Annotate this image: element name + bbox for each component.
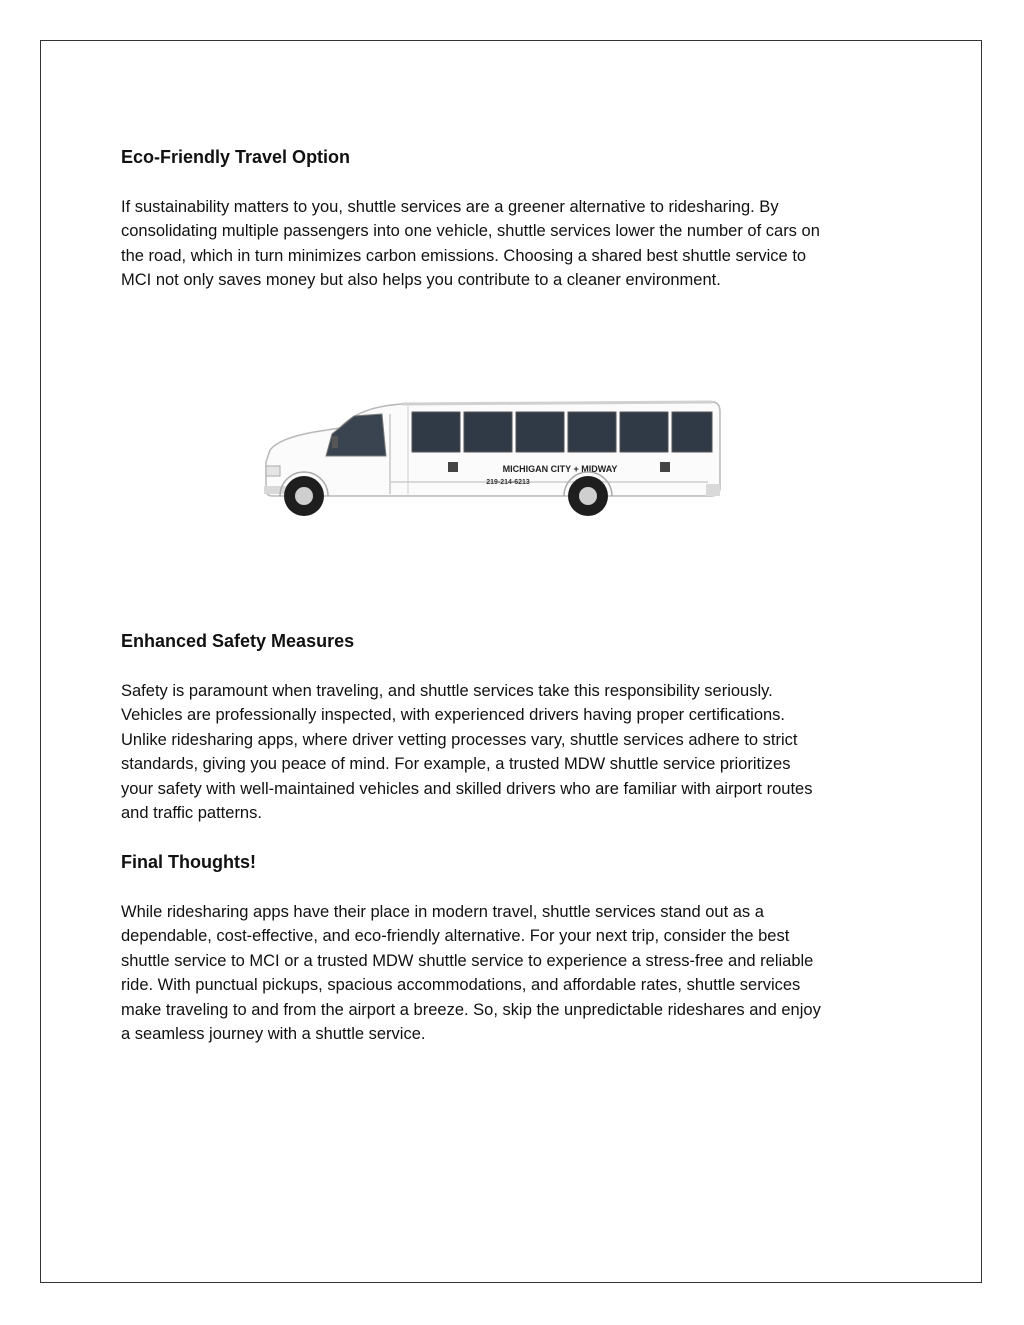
- heading-safety: Enhanced Safety Measures: [121, 631, 355, 651]
- text-line: While ridesharing apps have their place in modern travel, shuttle services stand out as a: [121, 903, 764, 921]
- heading-final-thoughts: Final Thoughts!: [121, 852, 256, 872]
- text-line: and traffic patterns.: [121, 804, 262, 823]
- bus-phone-text: 219-214-6213: [486, 479, 530, 486]
- paragraph-safety: [121, 679, 921, 825]
- text-line: standards, giving you peace of mind. For example, a trusted MDW shuttle service prioritizes: [121, 755, 791, 774]
- shuttle-bus-drawing: [262, 398, 724, 522]
- bus-livery-text: MICHIGAN CITY + MIDWAY: [502, 464, 618, 474]
- text-line: consolidating multiple passengers into one vehicle, shuttle services lower the number of cars on: [121, 222, 820, 241]
- text-line: dependable, cost-effective, and eco-friendly alternative. For your next trip, consider the best: [121, 927, 790, 946]
- text-line: a seamless journey with a shuttle service.: [121, 1025, 426, 1044]
- shuttle-bus-image: [262, 398, 724, 522]
- text-line: Unlike ridesharing apps, where driver vetting processes vary, shuttle services adhere to strict: [121, 730, 798, 749]
- text-line: the road, which in turn minimizes carbon emissions. Choosing a shared best shuttle service to: [121, 246, 807, 265]
- text-line: ride. With punctual pickups, spacious accommodations, and affordable rates, shuttle services: [121, 976, 801, 995]
- text-line: If sustainability matters to you, shuttle services are a greener alternative to ridesharing. By: [121, 198, 779, 216]
- text-line: your safety with well-maintained vehicles and skilled drivers who are familiar with airport routes: [121, 779, 813, 798]
- paragraph-final-thoughts: [121, 900, 921, 1046]
- text-line: make traveling to and from the airport a breeze. So, skip the unpredictable rideshares and enjoy: [121, 1000, 821, 1019]
- text-line: shuttle service to MCI or a trusted MDW shuttle service to experience a stress-free and reliable: [121, 951, 814, 970]
- heading-eco-friendly: Eco-Friendly Travel Option: [121, 147, 351, 167]
- text-line: Vehicles are professionally inspected, with experienced drivers having proper certifications.: [121, 706, 786, 725]
- text-line: Safety is paramount when traveling, and shuttle services take this responsibility seriously.: [121, 682, 773, 700]
- paragraph-eco-friendly: [121, 195, 921, 293]
- text-line: MCI not only saves money but also helps you contribute to a cleaner environment.: [121, 271, 721, 290]
